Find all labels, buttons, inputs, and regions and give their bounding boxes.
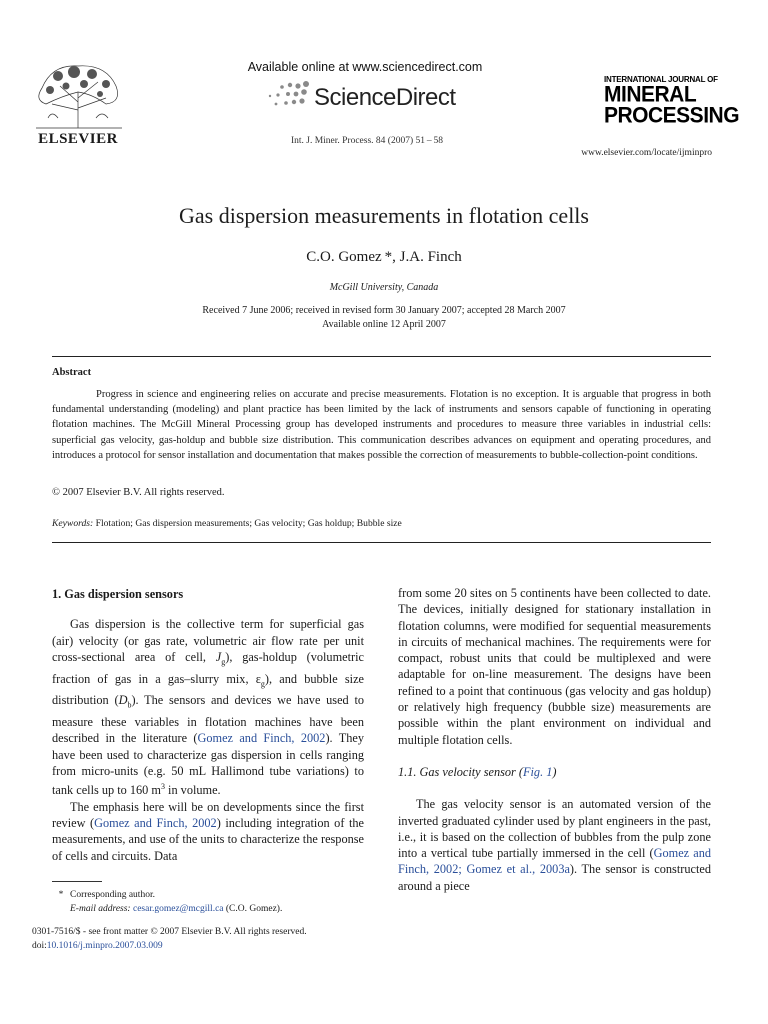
email-label: E-mail address: (70, 904, 131, 914)
doi-link[interactable]: 10.1016/j.minpro.2007.03.009 (46, 941, 163, 951)
journal-logo-line2: MINERAL (604, 82, 697, 107)
doi-label: doi: (32, 941, 47, 951)
footnote-divider (52, 881, 102, 882)
abstract-top-divider (52, 356, 711, 357)
sciencedirect-wordmark: ScienceDirect (314, 84, 456, 111)
section-1-heading: 1. Gas dispersion sensors (52, 587, 184, 601)
keywords-list: Flotation; Gas dispersion measurements; Gas velocity; Gas holdup; Bubble size (95, 518, 402, 529)
article-dates (0, 304, 768, 332)
ref-gomez-multi[interactable]: Gomez and Finch, 2002; Gomez et al., 2003a (398, 846, 711, 877)
email-suffix: (C.O. Gomez). (225, 904, 283, 914)
journal-logo (604, 75, 740, 128)
article-title: Gas dispersion measurements in flotation cells (179, 203, 589, 228)
corresponding-author: Corresponding author. (70, 890, 155, 900)
fig-1-link[interactable]: Fig. 1 (523, 764, 553, 779)
left-column (52, 586, 364, 864)
paragraph-2: The emphasis here will be on developments since the first review (Gomez and Finch, 2002) including integration of the measurements, and use of the units to characterize the response of cells and circuits. Data (52, 799, 364, 863)
abstract-copyright: © 2007 Elsevier B.V. All rights reserved. (52, 487, 225, 498)
keywords-label: Keywords: (52, 518, 94, 529)
footnote-marker: * (58, 890, 64, 900)
journal-logo-line1: INTERNATIONAL JOURNAL OF (604, 75, 718, 84)
abstract-bottom-divider (52, 542, 711, 543)
right-column (398, 585, 711, 894)
abstract-text: Progress in science and engineering relies on accurate and precise measurements. Flotation is no exception. It is arguable that progress in both fundamental understanding (modeling) and plant practice has been limited by the lack of instruments and sensors capable of functioning in operating flotation machines. The McGill Mineral Processing group has developed instruments and procedures to measure three variables in industrial cells: superficial gas velocity, gas-holdup and bubble size distribution. This communication describes advances on equipment and operating procedures, and introduces a protocol for sensor installation and documentation that makes possible the correction of measurements to bubble-collection-point conditions. (52, 389, 711, 461)
paragraph-1: Gas dispersion is the collective term for superficial gas (air) velocity (or gas rate, volumetric air flow rate per unit cross-sectional area of cell, $J_g$), gas-holdup (volumetric fraction of gas in a gas–slurry mix, $\varepsilon_g$), and bubble size distribution $(D_b)$. The sensors and devices we have used to measure these variables in flotation machines have been described in the literature (Gomez and Finch, 2002). They have been used to characterize gas dispersion in cells ranging from micro-units (e.g. 50 mL Hallimond tube variations) to tank cells up to 160 $m^3$ in volume. (52, 617, 365, 798)
journal-citation: Int. J. Miner. Process. 84 (2007) 51 – 58 (290, 136, 444, 146)
article-authors: C.O. Gomez *, J.A. Finch (306, 249, 462, 265)
received-dates: Received 7 June 2006; received in revised form 30 January 2007; accepted 28 March 2007 (202, 305, 566, 316)
available-online-text[interactable]: Available online at www.sciencedirect.com (247, 60, 483, 74)
issn-line: 0301-7516/$ - see front matter © 2007 Elsevier B.V. All rights reserved. (32, 927, 307, 937)
paragraph-4: The gas velocity sensor is an automated version of the inverted graduated cylinder used by plant engineers in the past, i.e., it is based on the collection of bubbles from the pulp zone into a vertical tube partially immersed in the cell (Gomez and Finch, 2002; Gomez et al., 2003a). The sensor is constructed around a piece (398, 797, 711, 893)
journal-logo-line3: PROCESSING (604, 103, 740, 128)
abstract-heading: Abstract (52, 367, 92, 378)
author-email-link[interactable]: cesar.gomez@mcgill.ca (132, 904, 224, 914)
elsevier-tree-logo (22, 58, 134, 130)
available-online-date: Available online 12 April 2007 (322, 319, 446, 330)
keywords (52, 518, 711, 529)
footnote (52, 888, 372, 916)
subsection-1-1-heading: 1.1. Gas velocity sensor (Fig. 1) (398, 764, 557, 779)
paragraph-3: from some 20 sites on 5 continents have been collected to date. The devices, initially designed for stationary installation in flotation columns, were modified for sequential measurements in circuits of mechanical machines. The requirements were for compact, robust units that could be multiplexed and were adaptable for on-line measurement. The designs have been refined to a point that continuous (gas velocity and gas holdup) or relatively high frequency (bubble size) measurements are possible within the plant environment on individual and multiple flotation cells. (398, 586, 711, 747)
publisher-name: ELSEVIER (38, 131, 118, 147)
ref-gomez-finch-2002[interactable]: Gomez and Finch, 2002 (197, 731, 326, 746)
front-matter (32, 925, 432, 953)
ref-gomez-finch-2002-b[interactable]: Gomez and Finch, 2002 (94, 816, 217, 831)
author-affiliation: McGill University, Canada (329, 282, 439, 293)
sciencedirect-dots-icon (266, 80, 312, 110)
journal-url[interactable]: www.elsevier.com/locate/ijminpro (581, 148, 712, 158)
